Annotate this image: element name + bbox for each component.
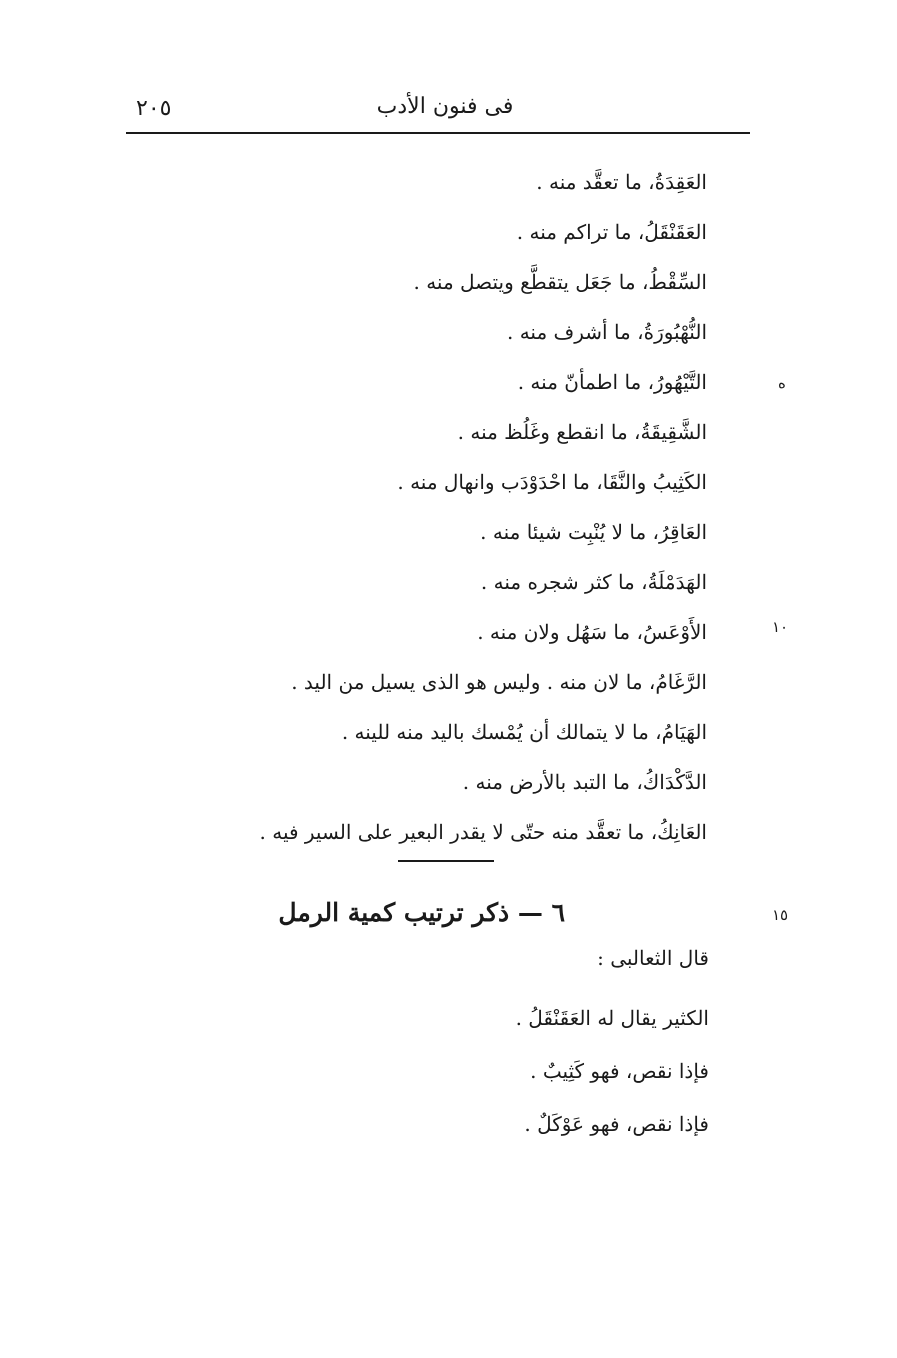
definition-entry: التَّيْهُورُ، ما اطمأنّ منه . bbox=[517, 370, 707, 394]
section-heading: ٦ — ذكر ترتيب كمية الرمل bbox=[278, 898, 565, 927]
running-title: فى فنون الأدب bbox=[376, 94, 514, 119]
definition-entry: الهَيَامُ، ما لا يتمالك أن يُمْسك باليد منه للينه . bbox=[341, 720, 707, 744]
line-number-5: ه bbox=[778, 374, 786, 392]
line-number-10: ١٠ bbox=[772, 618, 789, 636]
definition-entry: العَقِدَةُ، ما تعقَّد منه . bbox=[536, 170, 707, 194]
definition-entry: العَقَنْقَلُ، ما تراكم منه . bbox=[516, 220, 707, 244]
definition-entry: الكَثِيبُ والنَّقَا، ما احْدَوْدَب وانهال منه . bbox=[397, 470, 707, 494]
quote-line: الكثير يقال له العَقَنْقَلُ . bbox=[515, 1006, 709, 1030]
quote-list bbox=[409, 996, 709, 1155]
definition-entry: الدَّكْدَاكُ، ما التبد بالأرض منه . bbox=[462, 770, 707, 794]
definition-entry: السِّقْطُ، ما جَعَل يتقطَّع ويتصل منه . bbox=[413, 270, 707, 294]
definition-entry: الشَّقِيقَةُ، ما انقطع وغَلُظ منه . bbox=[457, 420, 707, 444]
definition-entry: الأَوْعَسُ، ما سَهُل ولان منه . bbox=[477, 620, 707, 644]
definition-entry: الرَّغَامُ، ما لان منه . وليس هو الذى يسيل من اليد . bbox=[291, 670, 707, 694]
definition-list bbox=[187, 160, 707, 860]
quote-intro: قال الثعالبى : bbox=[597, 946, 709, 970]
definition-entry: العَاقِرُ، ما لا يُنْبِت شيئا منه . bbox=[480, 520, 707, 544]
definition-entry: النُّهْبُورَةُ، ما أشرف منه . bbox=[506, 320, 707, 344]
quote-line: فإذا نقص، فهو كَثِيبٌ . bbox=[530, 1059, 709, 1083]
quote-line: فإذا نقص، فهو عَوْكَلٌ . bbox=[524, 1112, 709, 1136]
definition-entry: الهَدَمْلَةُ، ما كثر شجره منه . bbox=[480, 570, 707, 594]
header-rule bbox=[126, 132, 750, 134]
line-number-15: ١٥ bbox=[772, 906, 789, 924]
definition-entry: العَانِكُ، ما تعقَّد منه حتّى لا يقدر البعير على السير فيه . bbox=[259, 820, 707, 844]
page-number: ٢٠٥ bbox=[136, 96, 172, 121]
section-divider bbox=[398, 860, 494, 862]
